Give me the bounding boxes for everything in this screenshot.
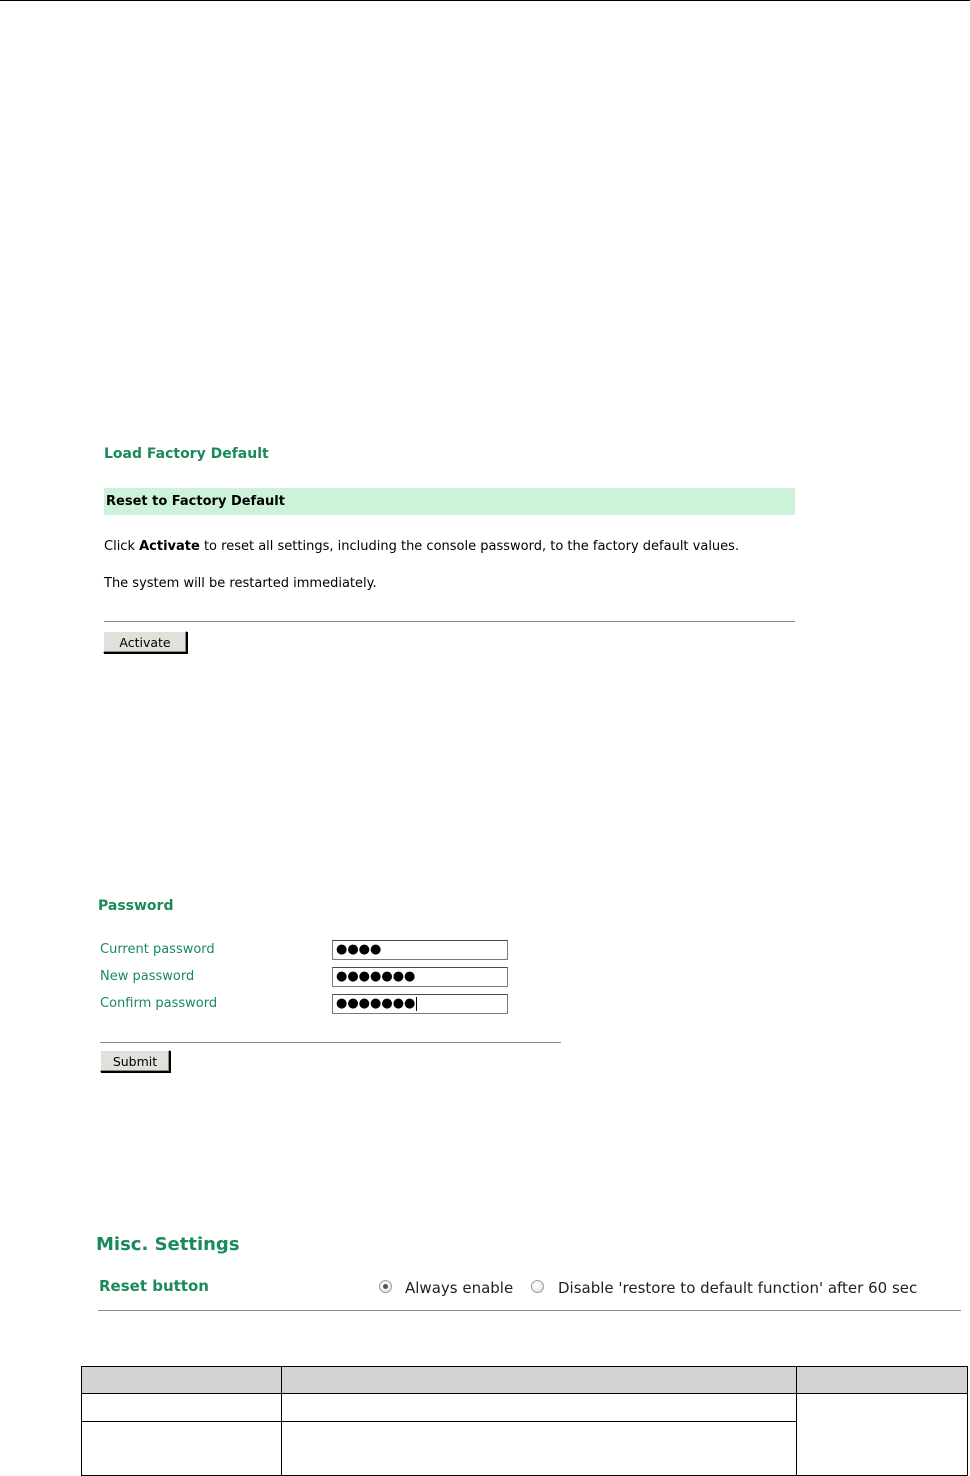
instruction-suffix: to reset all settings, including the console password, to the factory default values.: [199, 539, 740, 554]
new-password-field[interactable]: [332, 967, 508, 987]
instruction-bold: Activate: [139, 539, 200, 554]
submit-button[interactable]: Submit: [100, 1050, 170, 1072]
current-password-field[interactable]: [332, 940, 508, 960]
current-password-value: ●●●●: [336, 942, 382, 957]
top-rule: [0, 0, 970, 1]
confirm-password-label: Confirm password: [100, 996, 218, 1011]
reset-button-label: Reset button: [99, 1277, 209, 1295]
table-cell: [281, 1393, 797, 1422]
table-cell: [281, 1421, 797, 1476]
table-header-cell: [81, 1366, 282, 1394]
misc-settings-title: Misc. Settings: [96, 1234, 240, 1255]
settings-table: [81, 1366, 968, 1476]
table-cell: [81, 1421, 282, 1476]
table-cell: [796, 1393, 968, 1476]
divider: [98, 1310, 961, 1311]
instruction-prefix: Click: [104, 539, 140, 554]
divider: [104, 621, 795, 622]
always-enable-radio[interactable]: [379, 1280, 392, 1293]
activate-button[interactable]: Activate: [103, 631, 187, 653]
table-header-cell: [796, 1366, 968, 1394]
table-cell: [81, 1393, 282, 1422]
always-enable-label[interactable]: Always enable: [405, 1279, 514, 1297]
confirm-password-field[interactable]: [332, 994, 508, 1014]
activate-instruction: [104, 539, 739, 554]
text-caret: [416, 997, 417, 1011]
disable-restore-label[interactable]: Disable 'restore to default function' after 60 sec: [558, 1279, 918, 1297]
current-password-label: Current password: [100, 942, 215, 957]
divider: [100, 1042, 561, 1043]
password-title: Password: [98, 898, 174, 914]
confirm-password-value: ●●●●●●●: [336, 996, 416, 1011]
restart-note: The system will be restarted immediately.: [104, 576, 377, 591]
new-password-label: New password: [100, 969, 195, 984]
new-password-value: ●●●●●●●: [336, 969, 416, 984]
reset-banner: [104, 488, 795, 515]
table-header-cell: [281, 1366, 797, 1394]
reset-banner-label: Reset to Factory Default: [106, 494, 285, 509]
load-factory-default-title: Load Factory Default: [104, 446, 269, 462]
disable-restore-radio[interactable]: [531, 1280, 544, 1293]
